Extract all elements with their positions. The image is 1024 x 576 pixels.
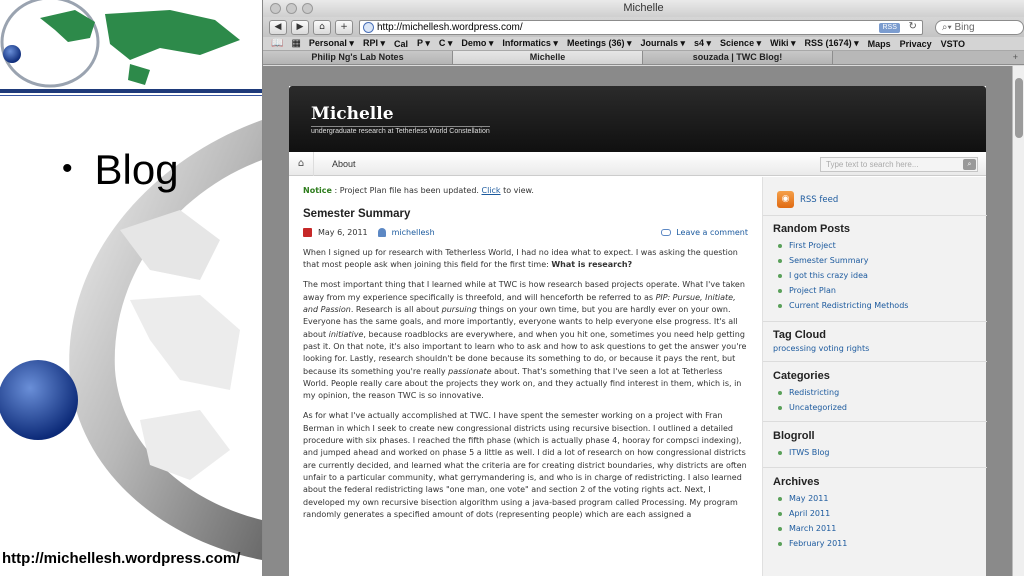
tab-bar xyxy=(263,51,1024,65)
random-post-link[interactable]: First Project xyxy=(773,238,978,253)
archive-link[interactable]: March 2011 xyxy=(773,521,978,536)
random-post-link[interactable]: Semester Summary xyxy=(773,253,978,268)
blog-page xyxy=(289,86,986,576)
post-paragraph xyxy=(303,279,748,402)
paragraph-text: things on your own time, but you are hardly ever on your own. Everyone has the same goals, and more importantly, everyone wants to help everyone else progress. It's all about xyxy=(303,305,738,339)
reload-icon[interactable]: ↻ xyxy=(908,20,917,32)
archive-link[interactable]: May 2011 xyxy=(773,491,978,506)
home-button[interactable]: ⌂ xyxy=(313,20,331,35)
bookmark-item[interactable]: Science ▾ xyxy=(720,38,762,48)
tag-cloud[interactable]: processing voting rights xyxy=(773,344,870,353)
random-post-link[interactable]: Project Plan xyxy=(773,283,978,298)
bookmark-item[interactable]: RSS (1674) ▾ xyxy=(804,38,859,48)
blogroll-widget xyxy=(773,430,978,460)
paragraph-text: . Research is all about xyxy=(350,305,442,315)
post-paragraph: As for what I've actually accomplished at TWC. I have spent the semester working on a project with Fran Berman in which I seek to create new congressional districts using recursive bisection. I outlined a detailed procedure with six phases. I reached the fifth phase (which is actually phase 4, hooray for compsci indexing), and jumped ahead and worked on phase 5 a little as well. I did a lot of research on how congressional districts are currently decided, and learned what the criteria are for creating district boundaries, why districts are often unfair to a particular community, what gerrymandering is, and who is in charge of redistricting. I also learned about the federal redistricting laws "one man, one vote" and section 2 of the voting rights act. Next, I developed my own recursive bisection algorithm using a java-based program called Processing. My program randomly generates a specified amount of dots (representing people) which are each assigned a xyxy=(303,411,747,519)
globe-icon xyxy=(363,22,374,33)
site-header xyxy=(289,86,986,152)
rss-label: RSS feed xyxy=(800,194,839,205)
site-tagline: undergraduate research at Tetherless World Constellation xyxy=(311,128,490,135)
bookmark-item[interactable]: C ▾ xyxy=(438,38,453,48)
calendar-icon xyxy=(303,228,312,237)
paragraph-italic: PIP: Pursue, Initiate, and Passion xyxy=(303,292,736,315)
widget-title: Tag Cloud xyxy=(773,329,826,341)
address-bar[interactable] xyxy=(359,20,923,35)
logo-ring xyxy=(2,0,98,86)
new-tab-button[interactable]: + xyxy=(1012,52,1018,62)
paragraph-text: The most important thing that I learned while at TWC is how research based projects operate. What I've taken away from my experience specifically is threefold, and will henceforth be referred to as xyxy=(303,280,745,302)
nav-about[interactable]: About xyxy=(313,152,370,176)
back-button[interactable]: ◀ xyxy=(269,20,287,35)
globe-decoration xyxy=(0,0,262,576)
bookmark-item[interactable]: Personal ▾ xyxy=(308,38,354,48)
comment-label: Leave a comment xyxy=(676,227,748,237)
category-link[interactable]: Uncategorized xyxy=(773,400,978,415)
category-link[interactable]: Redistricting xyxy=(773,385,978,400)
rss-feed-link[interactable] xyxy=(777,191,838,208)
site-search-placeholder: Type text to search here... xyxy=(826,160,919,169)
bookmark-item[interactable]: VSTO xyxy=(940,38,965,49)
post-author[interactable]: michellesh xyxy=(391,227,435,237)
notice-bar xyxy=(303,185,748,197)
bookmark-item[interactable]: Meetings (36) ▾ xyxy=(566,38,632,48)
book-icon[interactable]: 📖 xyxy=(271,38,284,49)
rss-badge[interactable]: RSS xyxy=(879,23,899,33)
widget-title: Blogroll xyxy=(773,430,815,442)
widget-title: Random Posts xyxy=(773,223,851,235)
widget-title: Categories xyxy=(773,370,830,382)
widget-title: Archives xyxy=(773,476,820,488)
post-content xyxy=(303,185,748,529)
paragraph-italic: initiative xyxy=(328,329,364,339)
bookmark-item[interactable]: Informatics ▾ xyxy=(502,38,558,48)
paragraph-text: about. That's something that I've seen a lot at Tetherless World. People really care about the projects they work on, and they actually find interest in them, which is, in my opinion, the reason TWC is so innovative. xyxy=(303,366,742,401)
notice-text: : Project Plan file has been updated. xyxy=(331,186,482,195)
search-placeholder: Bing xyxy=(954,21,975,33)
window-title: Michelle xyxy=(623,2,664,14)
home-icon[interactable]: ⌂ xyxy=(297,158,305,169)
random-posts-widget xyxy=(773,223,978,313)
search-icon: ⌕▾ xyxy=(941,21,955,33)
bookmark-item[interactable]: Privacy xyxy=(899,38,932,49)
page-viewport xyxy=(263,66,1013,576)
title-bar xyxy=(263,0,1024,17)
slide-bullet: • Blog xyxy=(62,146,179,193)
random-post-link[interactable]: I got this crazy idea xyxy=(773,268,978,283)
bookmark-item[interactable]: Maps xyxy=(867,38,891,49)
paragraph-italic: pursuing xyxy=(441,305,477,315)
tab-twc-blog[interactable]: souzada | TWC Blog! xyxy=(643,51,833,64)
forward-button[interactable]: ▶ xyxy=(291,20,309,35)
post-title[interactable]: Semester Summary xyxy=(303,208,411,221)
tab-lab-notes[interactable]: Philip Ng's Lab Notes xyxy=(263,51,453,64)
comment-icon xyxy=(661,229,671,236)
add-bookmark-button[interactable]: + xyxy=(335,20,353,35)
paragraph-bold: What is research? xyxy=(551,260,633,270)
site-search-input[interactable] xyxy=(820,157,978,172)
sidebar xyxy=(762,177,986,576)
notice-link[interactable]: Click xyxy=(481,186,501,195)
post-paragraph xyxy=(303,247,748,272)
bookmark-item[interactable]: RPI ▾ xyxy=(362,38,385,48)
browser-search-input[interactable] xyxy=(935,20,1024,35)
scrollbar-thumb[interactable] xyxy=(1015,78,1023,138)
grid-icon[interactable]: ▦ xyxy=(291,38,301,49)
browser-window xyxy=(262,0,1024,576)
archive-link[interactable]: April 2011 xyxy=(773,506,978,521)
paragraph-text: When I signed up for research with Tetherless World, I had no idea what to expect. I was asking the question that most people ask when joining this field for the first time: xyxy=(303,247,738,270)
address-text: http://michellesh.wordpress.com/ xyxy=(377,21,523,33)
bookmark-item[interactable]: P ▾ xyxy=(417,38,430,48)
categories-widget xyxy=(773,370,978,415)
random-post-link[interactable]: Current Redistricting Methods xyxy=(773,298,978,313)
leave-comment-link[interactable] xyxy=(661,227,748,239)
user-icon xyxy=(378,228,386,237)
post-meta xyxy=(303,227,748,239)
archive-link[interactable]: February 2011 xyxy=(773,536,978,551)
blogroll-link[interactable]: ITWS Blog xyxy=(773,445,978,460)
post-date: May 6, 2011 xyxy=(318,227,368,237)
search-go-icon[interactable]: ⌕ xyxy=(963,159,976,170)
archives-widget xyxy=(773,476,978,551)
notice-after: to view. xyxy=(500,186,534,195)
vertical-scrollbar[interactable] xyxy=(1012,66,1024,576)
tab-michelle[interactable]: Michelle xyxy=(453,51,643,64)
rss-icon: ◉ xyxy=(777,191,794,208)
site-title[interactable]: Michelle xyxy=(311,104,394,124)
bookmark-item[interactable]: Cal xyxy=(393,38,408,49)
tag-cloud-widget xyxy=(773,329,978,353)
paragraph-italic: passionate xyxy=(448,366,492,376)
bookmark-item[interactable]: Journals ▾ xyxy=(640,38,686,48)
slide-url: http://michellesh.wordpress.com/ xyxy=(2,550,241,567)
bookmark-item[interactable]: Demo ▾ xyxy=(461,38,494,48)
browser-toolbar xyxy=(263,17,1024,37)
bookmarks-bar xyxy=(263,37,1024,51)
bookmark-item[interactable]: Wiki ▾ xyxy=(770,38,796,48)
notice-label: Notice xyxy=(303,186,332,195)
bullet-text: Blog xyxy=(94,146,179,193)
site-nav xyxy=(289,152,986,176)
paragraph-text: , because roadblocks are everywhere, and when you hit one, sometimes you need help getting past it. On that note, it's also important to learn who to ask and how to ask questions to get the answer you're looking for. Lastly, research shouldn't be done because its something to do, or because it pays the rent, but because its something you're really xyxy=(303,329,747,376)
bookmark-item[interactable]: s4 ▾ xyxy=(694,38,712,48)
